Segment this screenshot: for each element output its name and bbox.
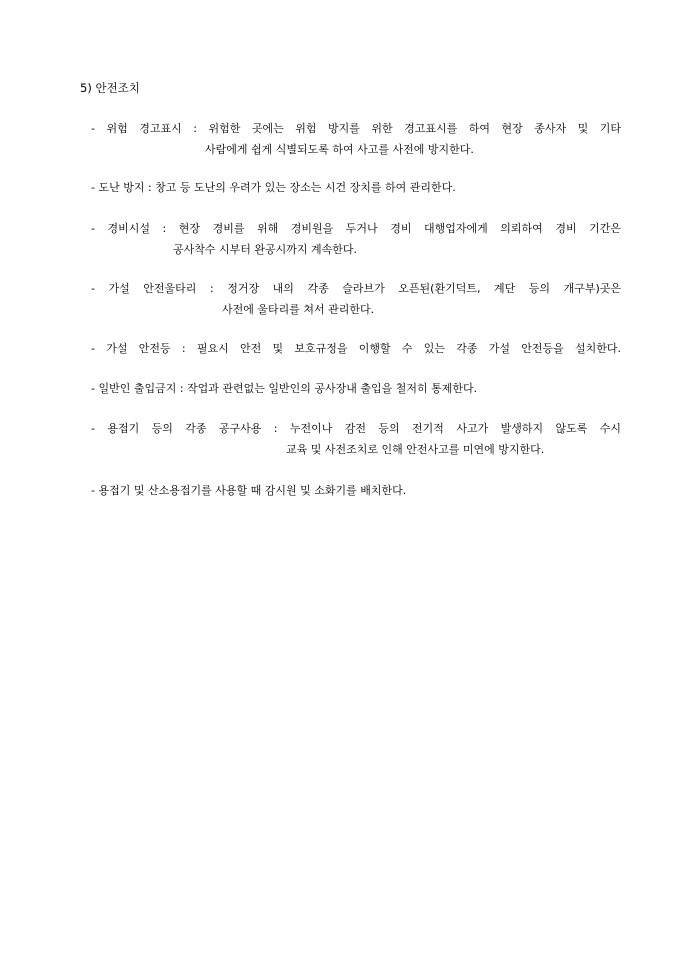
section-title: 5) 안전조치	[80, 81, 140, 95]
list-item-continuation: 사람에게 쉽게 식별되도록 하여 사고를 사전에 방지한다.	[205, 143, 474, 156]
list-item-safety-fence	[91, 278, 621, 320]
list-item-continuation: 사전에 울타리를 쳐서 관리한다.	[222, 303, 375, 316]
list-item-line: - 경비시설 : 현장 경비를 위해 경비원을 두거나 경비 대행업자에게 의뢰하여 경비 기간은	[91, 222, 621, 235]
list-item-no-entry	[91, 378, 621, 399]
list-item-line: - 용접기 등의 각종 공구사용 : 누전이나 감전 등의 전기적 사고가 발생하지 않도록 수시	[91, 422, 621, 435]
list-item-hazard-warning	[91, 118, 621, 160]
list-item-line: - 도난 방지 : 창고 등 도난의 우려가 있는 장소는 시건 장치를 하여 관리한다.	[91, 181, 456, 194]
list-item-line: - 위험 경고표시 : 위험한 곳에는 위험 방지를 위한 경고표시를 하여 현장 종사자 및 기타	[91, 122, 621, 135]
list-item-welding-watch	[91, 480, 621, 501]
list-item-theft-prevention	[91, 177, 621, 198]
list-item-continuation: 공사착수 시부터 완공시까지 계속한다.	[173, 243, 358, 256]
list-item-tool-use	[91, 418, 621, 460]
list-item-line: - 일반인 출입금지 : 작업과 관련없는 일반인의 공사장내 출입을 철저히 통제한다.	[91, 382, 478, 395]
list-item-line: - 용접기 및 산소용접기를 사용할 때 감시원 및 소화기를 배치한다.	[91, 484, 407, 497]
list-item-line: - 가설 안전울타리 : 정거장 내의 각종 슬라브가 오픈된(환기덕트, 계단 등의 개구부)곳은	[91, 282, 621, 295]
list-item-continuation: 교육 및 사전조치로 인해 안전사고를 미연에 방지한다.	[286, 443, 545, 456]
list-item-safety-lights	[91, 338, 621, 359]
list-item-line: - 가설 안전등 : 필요시 안전 및 보호규정을 이행할 수 있는 각종 가설 안전등을 설치한다.	[91, 342, 621, 355]
list-item-security-facility	[91, 218, 621, 260]
